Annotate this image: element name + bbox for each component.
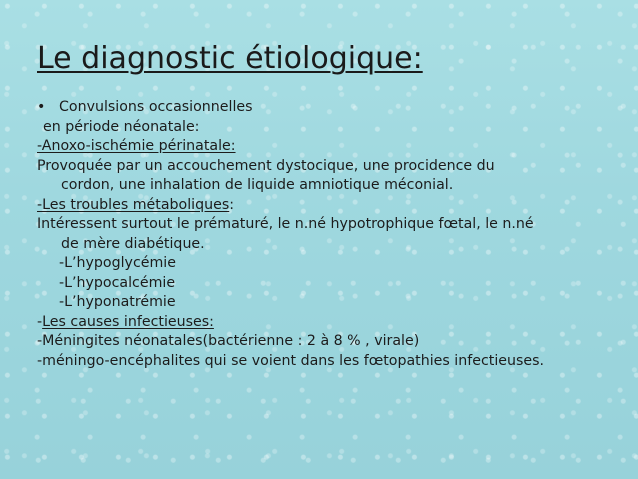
infect-heading-line: [37, 313, 629, 333]
metab-text-line2: de mère diabétique.: [61, 235, 205, 252]
bullet-line: [37, 98, 629, 118]
metab-item: -L’hypoglycémie: [59, 255, 176, 271]
infect-prefix: -: [37, 313, 43, 330]
anoxo-text-line1: Provoquée par un accouchement dystocique, une procidence du: [37, 157, 495, 174]
anoxo-text-line2: cordon, une inhalation de liquide amniotique méconial.: [61, 177, 454, 193]
metab-heading: -Les troubles métaboliques: [37, 196, 230, 213]
anoxo-heading: -Anoxo-ischémie périnatale:: [37, 138, 236, 154]
infect-line2: -méningo-encéphalites qui se voient dans les fœtopathies infectieuses.: [37, 352, 545, 369]
slide-title: Le diagnostic étiologique:: [37, 41, 423, 76]
bullet-text: Convulsions occasionnelles: [59, 99, 253, 115]
slide-body: [37, 98, 629, 371]
metab-item: -L’hyponatrémie: [59, 294, 176, 310]
infect-line1: -Méningites néonatales(bactérienne : 2 à 8 % , virale): [37, 333, 420, 349]
metab-text-line1: Intéressent surtout le prématuré, le n.né hypotrophique fœtal, le n.né: [37, 216, 534, 232]
metab-heading-suffix: :: [229, 196, 235, 213]
bullet-icon: •: [37, 99, 46, 115]
metab-item: -L’hypocalcémie: [59, 274, 176, 291]
infect-heading: Les causes infectieuses:: [42, 313, 214, 330]
metab-heading-line: [37, 196, 629, 216]
bullet-continuation: en période néonatale:: [43, 118, 200, 135]
